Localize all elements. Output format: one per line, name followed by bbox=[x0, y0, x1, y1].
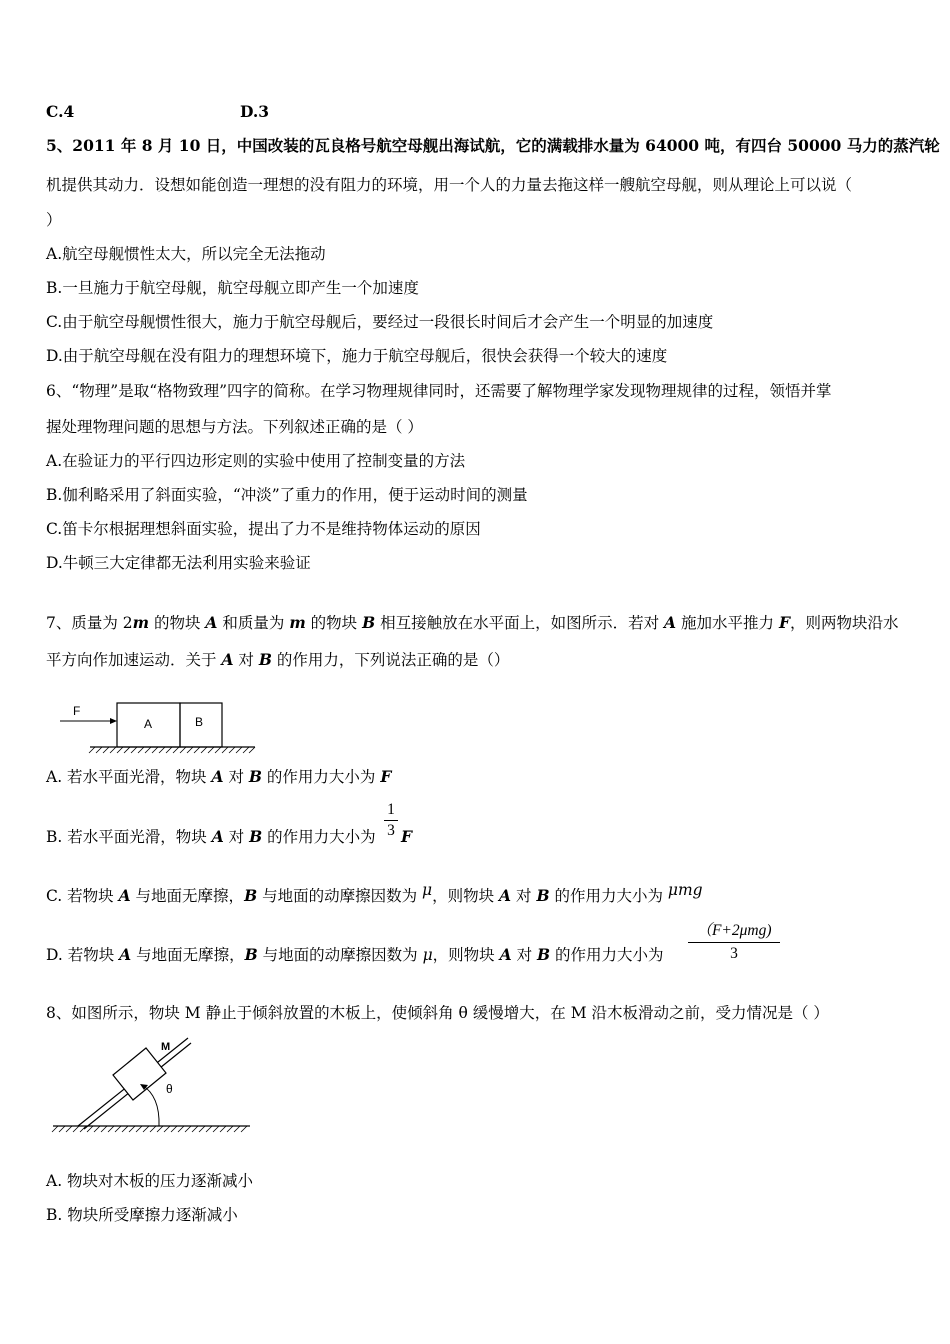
q5-stem-line-3: ） bbox=[46, 211, 62, 229]
theta-label: θ bbox=[166, 1082, 173, 1096]
q7-blocks-figure bbox=[55, 700, 315, 760]
q7-option-b: B. 若水平面光滑，物块 A 对 B 的作用力大小为 bbox=[46, 827, 376, 846]
q7-fraction-one-third bbox=[384, 800, 398, 841]
force-label: F bbox=[73, 704, 81, 718]
q7-option-b-force: F bbox=[401, 827, 413, 846]
q5-option-a: A.航空母舰惯性太大，所以完全无法拖动 bbox=[46, 245, 326, 263]
fraction-numerator: （F+2μmg) bbox=[696, 922, 772, 939]
fraction-denominator: 3 bbox=[387, 822, 395, 839]
q6-stem-line-2: 握处理物理问题的思想与方法。下列叙述正确的是（ ） bbox=[46, 418, 423, 436]
q7-fraction-d bbox=[688, 920, 780, 965]
q7-stem-line-1: 7、质量为 2m 的物块 A 和质量为 m 的物块 B 相互接触放在水平面上，如图所示．若对 A 施加水平推力 F，则两物块沿水 bbox=[46, 613, 899, 632]
q5-option-c: C.由于航空母舰惯性很大，施力于航空母舰后，要经过一段很长时间后才会产生一个明显的加速度 bbox=[46, 313, 714, 331]
q6-option-c: C.笛卡尔根据理想斜面实验，提出了力不是维持物体运动的原因 bbox=[46, 520, 481, 538]
q7-option-a: A. 若水平面光滑，物块 A 对 B 的作用力大小为 F bbox=[46, 767, 392, 786]
fraction-numerator: 1 bbox=[387, 801, 395, 818]
q4-option-c: C.4 bbox=[46, 102, 75, 121]
q8-incline-figure bbox=[48, 1030, 268, 1140]
q6-option-d: D.牛顿三大定律都无法利用实验来验证 bbox=[46, 554, 311, 572]
q8-stem: 8、如图所示，物块 M 静止于倾斜放置的木板上，使倾斜角 θ 缓慢增大，在 M 沿木板滑动之前，受力情况是（ ） bbox=[46, 1004, 829, 1022]
q5-option-b: B.一旦施力于航空母舰，航空母舰立即产生一个加速度 bbox=[46, 279, 419, 297]
q6-stem-line-1: 6、“物理”是取“格物致理”四字的简称。在学习物理规律同时，还需要了解物理学家发现物理规律的过程，领悟并掌 bbox=[46, 382, 832, 400]
mass-label: M bbox=[161, 1041, 171, 1053]
q5-stem-line-1: 5、2011 年 8 月 10 日，中国改装的瓦良格号航空母舰出海试航，它的满载排水量为 64000 吨，有四台 50000 马力的蒸汽轮 bbox=[46, 136, 940, 155]
q7-option-c: C. 若物块 A 与地面无摩擦，B 与地面的动摩擦因数为 μ，则物块 A 对 B 的作用力大小为 μmg bbox=[46, 881, 703, 905]
q6-option-a: A.在验证力的平行四边形定则的实验中使用了控制变量的方法 bbox=[46, 452, 466, 470]
q8-option-b: B. 物块所受摩擦力逐渐减小 bbox=[46, 1206, 238, 1224]
mu-symbol: μ bbox=[422, 881, 433, 899]
fraction-denominator: 3 bbox=[730, 945, 738, 962]
q7-option-d: D. 若物块 A 与地面无摩擦，B 与地面的动摩擦因数为 μ，则物块 A 对 B 的作用力大小为 bbox=[46, 945, 664, 964]
q8-option-a: A. 物块对木板的压力逐渐减小 bbox=[46, 1172, 254, 1190]
mu-mg-expression: μmg bbox=[667, 881, 703, 899]
block-a-label: A bbox=[144, 717, 153, 731]
block-b-label: B bbox=[195, 715, 204, 729]
q5-option-d: D.由于航空母舰在没有阻力的理想环境下，施力于航空母舰后，很快会获得一个较大的速度 bbox=[46, 347, 668, 365]
q7-stem-line-2: 平方向作加速运动．关于 A 对 B 的作用力，下列说法正确的是（） bbox=[46, 650, 510, 669]
q5-stem-line-2: 机提供其动力．设想如能创造一理想的没有阻力的环境，用一个人的力量去拖这样一艘航空母舰，则从理论上可以说（ bbox=[46, 176, 853, 194]
q6-option-b: B.伽利略采用了斜面实验，“冲淡”了重力的作用，便于运动时间的测量 bbox=[46, 486, 528, 504]
q4-option-d: D.3 bbox=[240, 102, 270, 121]
